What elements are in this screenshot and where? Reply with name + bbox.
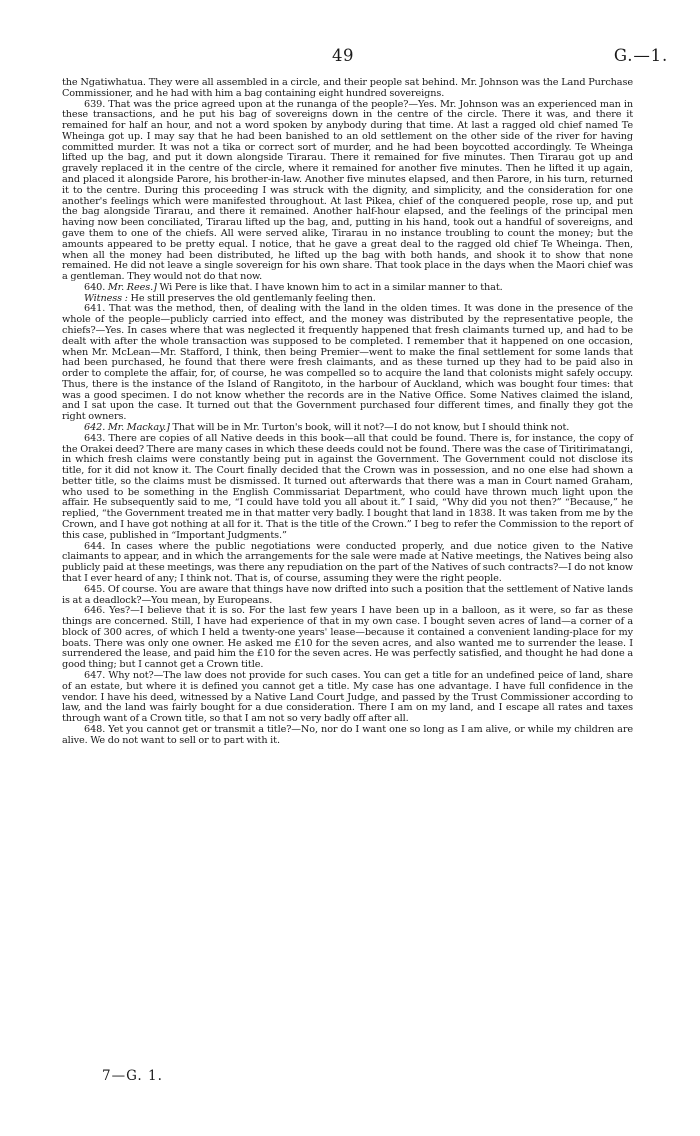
- speaker-label: 642. Mr. Mackay.]: [84, 422, 170, 433]
- paragraph-644: [62, 542, 633, 585]
- page-number: 49: [332, 46, 354, 65]
- paragraph-number: 640.: [84, 281, 108, 293]
- paragraph-646: [62, 606, 633, 671]
- paragraph-text: 643. There are copies of all Native deeds in this book—all that could be found. There is, for instance, the copy of the Orakei deed? There are many cases in which these deeds could not be found. There was the case of Tiritirimatangi, in which fresh claims were constantly being put in against the Government. The Government could not disclose its title, for it did not know it. The Court finally decided that the Crown was in possession, and no one else had shown a better title, so the claims must be dismissed. It turned out afterwards that there was a man in Court named Graham, who used to be something in the English Commissariat Department, who could have thrown much light upon the affair. He subsequently said to me, “I could have told you all about it.” I said, “Why did you not then?” “Because,” he replied, “the Government treated me in that matter very badly. I bought that land in 1838. It was taken from me by the Crown, and I have got nothing at all for it. That is the title of the Crown.” I beg to refer the Commission to the report of this case, published in “Important Judgments.”: [62, 432, 633, 541]
- paragraph-text: He still preserves the old gentlemanly feeling then.: [127, 292, 376, 304]
- paragraph-text: 647. Why not?—The law does not provide for such cases. You can get a title for an undefined peice of land, share of an estate, but where it is defined you cannot get a title. My case has one advantage. I have full confidence in the vendor. I have his deed, witnessed by a Native Land Court Judge, and passed by the Trust Commissioner according to law, and the land was fairly bought for a due consideration. There I am on my land, and I escape all rates and taxes through want of a Crown title, so that I am not so very badly off after all.: [62, 669, 633, 725]
- paragraph-text: 648. Yet you cannot get or transmit a title?—No, nor do I want one so long as I am alive, or while my children are alive. We do not want to sell or to part with it.: [62, 723, 633, 746]
- paragraph-text: That will be in Mr. Turton's book, will it not?—I do not know, but I should think not.: [169, 422, 570, 433]
- paragraph-641: [62, 304, 633, 423]
- paragraph-text: 644. In cases where the public negotiations were conducted properly, and due notice given to the Native claimants to appear, and in which the arrangements for the sale were made at Native meetings, the Natives being also publicly paid at these meetings, was there any repudiation on the part of the Natives of such contracts?—I do not know that I ever heard of any; I think not. That is, of course, assuming they were the right people.: [62, 540, 633, 584]
- page-header: [0, 46, 700, 70]
- paragraph-648: [62, 725, 633, 747]
- paragraph-643: [62, 434, 633, 542]
- body-text: [62, 78, 633, 746]
- paragraph-639: [62, 100, 633, 283]
- speaker-label: Mr. Rees.]: [107, 281, 157, 293]
- paragraph-text: the Ngatiwhatua. They were all assembled in a circle, and their people sat behind. Mr. Johnson was the Land Purchase Commissioner, and he had with him a bag containing eight hundred sovereigns.: [62, 77, 633, 99]
- paragraph-text: 641. That was the method, then, of dealing with the land in the olden times. It was done in the presence of the whole of the people—publicly carried into effect, and the money was distributed by the representative people, the chiefs?—Yes. In cases where that was neglected it frequently happened that fresh claimants turned up, and had to be dealt with after the whole transaction was supposed to be completed. I remember that it happened on one occasion, when Mr. McLean—Mr. Stafford, I think, then being Premier—went to make the final settlement for some lands that had been purchased, he found that there were fresh claimants, and as these turned up they had to be paid also in order to complete the affair, for, of course, he was compelled so to acquire the land that colonists might safely occupy. Thus, there is the instance of the Island of Rangitoto, in the harbour of Auckland, which was bought four times: that was a good specimen. I do not know whether the records are in the Native Office. Some Natives claimed the island, and I sat upon the case. It turned out that the Government purchased four different times, and finally they got the right owners.: [62, 303, 633, 423]
- paragraph-text: Wi Pere is like that. I have known him to act in a similar manner to that.: [156, 281, 503, 293]
- paper-reference: G.—1.: [613, 46, 668, 65]
- page-footer-signature: 7—G. 1.: [102, 1068, 163, 1084]
- paragraph-text: 646. Yes?—I believe that it is so. For the last few years I have been up in a balloon, as it were, so far as these things are concerned. Still, I have had experience of that in my own case. I bought seven acres of land—a corner of a block of 300 acres, of which I held a twenty-one years' lease—because it contained a convenient landing-place for my boats. There was only one owner. He asked me £10 for the seven acres, and also wanted me to surrender the lease. I surrendered the lease, and paid him the £10 for the seven acres. He was perfectly satisfied, and thought he had done a good thing; but I cannot get a Crown title.: [62, 605, 633, 671]
- paragraph-645: [62, 585, 633, 607]
- paragraph-text: 639. That was the price agreed upon at the runanga of the people?—Yes. Mr. Johnson was an experienced man in these transactions, and he put his bag of sovereigns down in the centre of the circle. There it was, and there it remained for half an hour, and not a word spoken by anybody during that time. At last a ragged old chief named Te Wheinga got up. I may say that he had been banished to an old settlement on the other side of the river for having committed murder. It was not a tika or correct sort of murder, and he had been boycotted accordingly. Te Wheinga lifted up the bag, and put it down alongside Tirarau. There it remained for five minutes. Then Tirarau got up and gravely replaced it in the centre of the circle, where it remained for another five minutes. Then he lifted it up again, and placed it alongside Parore, his brother-in-law. Another five minutes elapsed, and then Parore, in his turn, returned it to the centre. During this proceeding I was struck with the dignity, and simplicity, and the consideration for one another's feelings which were manifested throughout. At last Pikea, chief of the conquered people, rose up, and put the bag alongside Tirarau, and there it remained. Another half-hour elapsed, and the feelings of the principal men having now been conciliated, Tirarau lifted up the bag, and, putting in his hand, took out a handful of sovereigns, and gave them to one of the chiefs. All were served alike, Tirarau in no instance troubling to count the money; but the amounts appeared to be pretty equal. I notice, that he gave a great deal to the ragged old chief Te Wheinga. Then, when all the money had been distributed, he lifted up the bag with both hands, and shook it to show that none remained. He did not leave a single sovereign for his own share. That took place in the days when the Maori chief was a gentleman. They would not do that now.: [62, 98, 633, 283]
- speaker-label: Witness :: [84, 292, 128, 304]
- paragraph-text: 645. Of course. You are aware that things have now drifted into such a position that the settlement of Native lands is at a deadlock?—You mean, by Europeans.: [62, 583, 633, 606]
- paragraph-647: [62, 671, 633, 725]
- paragraph-continuation: [62, 78, 633, 100]
